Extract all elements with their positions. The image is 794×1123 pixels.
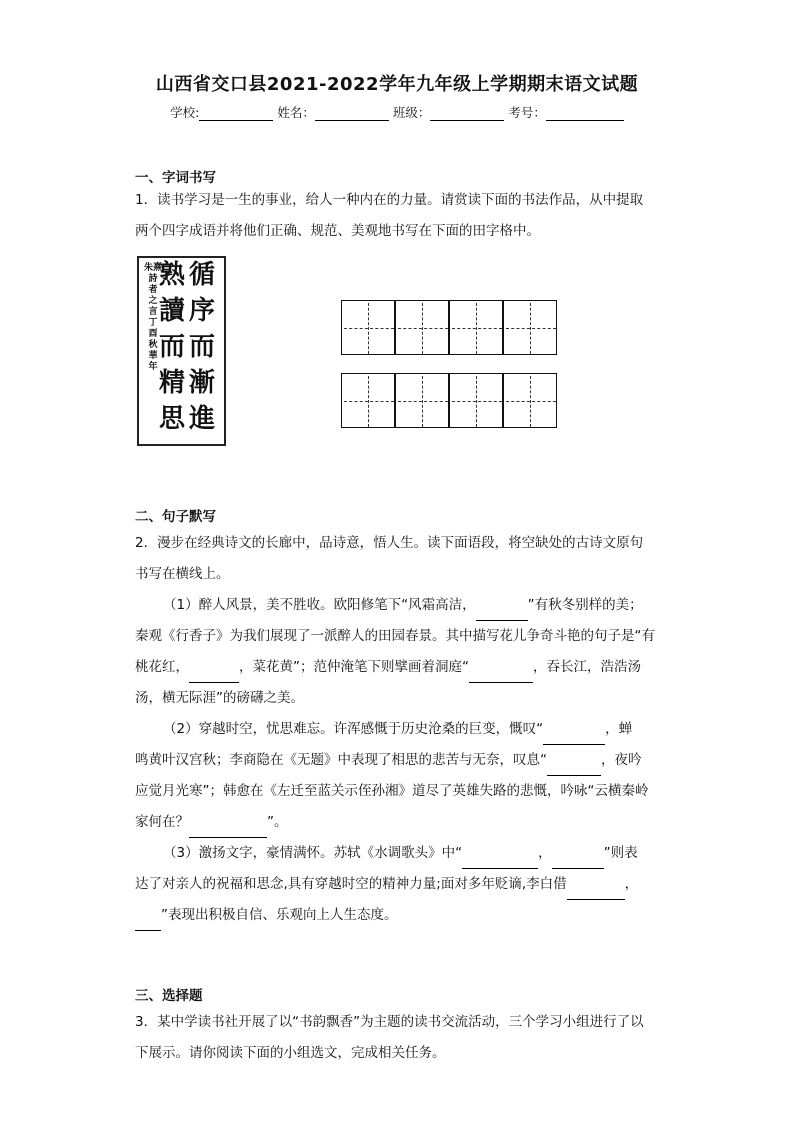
- inscription-char: 年: [148, 362, 158, 372]
- text: （2）穿越时空，忧思难忘。许浑感慨于历史沧桑的巨变，慨叹“: [163, 721, 544, 737]
- question-2-line-1: 2．漫步在经典诗文的长廊中，品诗意，悟人生。读下面语段，将空缺处的古诗文原句: [135, 535, 644, 551]
- answer-blank[interactable]: [543, 729, 605, 745]
- number-blank[interactable]: [546, 106, 624, 121]
- text: ”表现出积极自信、乐观向上人生态度。: [161, 907, 398, 923]
- calligraphy-char: 精: [159, 368, 186, 398]
- question-3-line-2: 下展示。请你阅读下面的小组选文，完成相关任务。: [135, 1045, 446, 1061]
- inscription-char: 丁: [148, 318, 158, 328]
- text: ”有秋冬别样的美；: [527, 597, 643, 613]
- text: 鸣黄叶汉宫秋；李商隐在《无题》中表现了相思的悲苦与无奈，叹息“: [135, 752, 547, 768]
- class-blank[interactable]: [430, 106, 504, 121]
- text: ”则表: [603, 845, 638, 861]
- answer-blank[interactable]: [476, 605, 528, 621]
- calligraphy-char: 漸: [189, 368, 216, 398]
- calligraphy-char: 熟: [159, 260, 186, 290]
- text: （1）醉人风景，美不胜收。欧阳修笔下“风霜高洁，: [163, 597, 476, 613]
- text: ，: [538, 845, 552, 861]
- question-3: [135, 1007, 665, 1069]
- item-2-line-2: [135, 745, 665, 776]
- item-1-line-1: [135, 590, 665, 621]
- question-2-line-2: 书写在横线上。: [135, 566, 230, 582]
- text: 达了对亲人的祝福和思念,具有穿越时空的精神力量;面对多年贬谪,李白借: [135, 876, 567, 892]
- grid-cell[interactable]: [341, 373, 395, 428]
- grid-cell[interactable]: [449, 300, 503, 355]
- inscription-char: 朱熹: [144, 263, 163, 273]
- item-2-line-1: [135, 714, 665, 745]
- calligraphy-char: 而: [189, 332, 216, 362]
- item-1-line-4: 汤，横无际涯”的磅礴之美。: [135, 690, 304, 706]
- calligraphy-column-middle: [159, 262, 185, 442]
- calligraphy-char: 序: [189, 296, 216, 326]
- question-1-line-2: 两个四字成语并将他们正确、规范、美观地书写在下面的田字格中。: [135, 223, 540, 239]
- item-1-line-3: [135, 652, 665, 683]
- calligraphy-char: 循: [189, 260, 216, 290]
- answer-blank[interactable]: [462, 853, 538, 869]
- item-3-line-1: [135, 838, 665, 869]
- class-label: 班级：: [392, 105, 431, 120]
- inscription-char: 言: [148, 307, 158, 317]
- text: ，菜花黄”；范仲淹笔下则擘画着洞庭“: [239, 659, 469, 675]
- item-3-line-2: [135, 869, 665, 900]
- item-3-line-3: [135, 900, 665, 931]
- school-blank[interactable]: [199, 106, 273, 121]
- text: ”。: [267, 814, 288, 830]
- text: ，蝉: [605, 721, 633, 737]
- text: ，夜吟: [601, 752, 642, 768]
- student-info-line: [0, 103, 794, 121]
- inscription-char: 秋: [148, 340, 158, 350]
- calligraphy-char: 進: [189, 404, 216, 434]
- question-1: [135, 185, 665, 247]
- question-2: [135, 528, 665, 931]
- text: ，: [624, 876, 639, 892]
- number-label: 考号：: [508, 105, 546, 120]
- answer-blank[interactable]: [135, 915, 161, 931]
- answer-blank[interactable]: [547, 760, 601, 776]
- inscription-char: 華: [148, 351, 158, 361]
- inscription-char: 者: [148, 285, 158, 295]
- text: （3）激扬文字，豪情满怀。苏轼《水调歌头》中“: [163, 845, 463, 861]
- item-2-line-3: 应觉月光寒”；韩愈在《左迁至蓝关示侄孙湘》道尽了英雄失路的悲慨，吟咏“云横秦岭: [135, 783, 649, 799]
- section-heading-1: 一、字词书写: [135, 170, 216, 186]
- answer-blank[interactable]: [469, 667, 533, 683]
- tianzige-grid-1[interactable]: [341, 300, 557, 355]
- inscription-char: 酉: [148, 329, 158, 339]
- calligraphy-artwork: [137, 256, 226, 446]
- calligraphy-column-right: [189, 262, 215, 442]
- text: ，吞长江，浩浩汤: [533, 659, 641, 675]
- grid-cell[interactable]: [449, 373, 503, 428]
- calligraphy-inscription: [144, 264, 162, 374]
- text: 家何在？: [135, 814, 189, 830]
- name-label: 姓名：: [277, 105, 315, 120]
- question-3-line-1: 3．某中学读书社开展了以“书韵飘香”为主题的读书交流活动，三个学习小组进行了以: [135, 1014, 644, 1030]
- grid-cell[interactable]: [395, 373, 449, 428]
- answer-blank[interactable]: [189, 667, 239, 683]
- section-heading-2: 二、句子默写: [135, 509, 216, 525]
- grid-cell[interactable]: [503, 373, 557, 428]
- calligraphy-char: 讀: [159, 296, 186, 326]
- answer-blank[interactable]: [567, 884, 625, 900]
- calligraphy-char: 思: [159, 404, 186, 434]
- name-blank[interactable]: [315, 106, 389, 121]
- grid-cell[interactable]: [503, 300, 557, 355]
- question-1-line-1: 1．读书学习是一生的事业，给人一种内在的力量。请赏读下面的书法作品，从中提取: [135, 192, 644, 208]
- school-label: 学校:: [170, 105, 200, 120]
- inscription-char: 之: [148, 296, 158, 306]
- section-heading-3: 三、选择题: [135, 988, 203, 1004]
- text: 桃花红，: [135, 659, 189, 675]
- grid-cell[interactable]: [395, 300, 449, 355]
- answer-blank[interactable]: [552, 853, 604, 869]
- calligraphy-char: 而: [159, 332, 186, 362]
- item-1-line-2: 秦观《行香子》为我们展现了一派醉人的田园春景。其中描写花儿争奇斗艳的句子是“有: [135, 628, 655, 644]
- page-title: 山西省交口县2021-2022学年九年级上学期期末语文试题: [155, 74, 639, 95]
- item-2-line-4: [135, 807, 665, 838]
- inscription-char: 詩: [148, 274, 158, 284]
- tianzige-grid-2[interactable]: [341, 373, 557, 428]
- grid-cell[interactable]: [341, 300, 395, 355]
- answer-blank[interactable]: [189, 822, 267, 838]
